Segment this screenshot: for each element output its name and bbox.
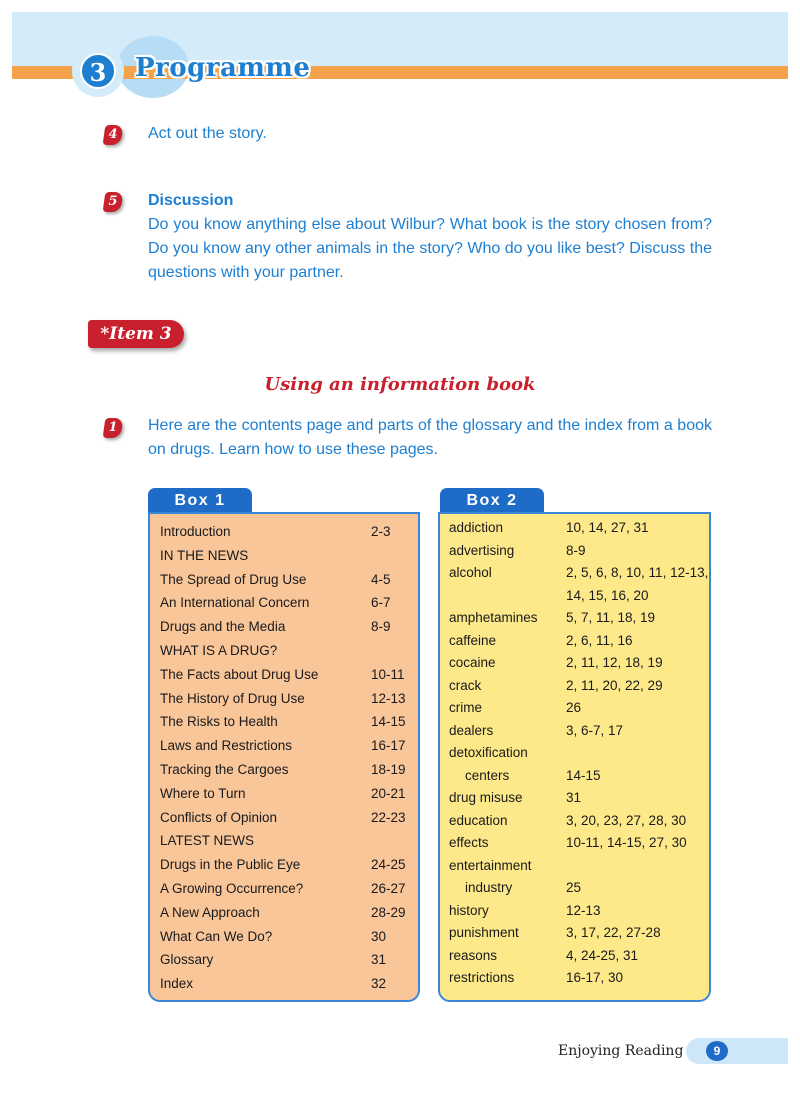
index-pages: 5, 7, 11, 18, 19: [566, 610, 656, 625]
index-row: [449, 652, 707, 675]
index-row: [449, 787, 707, 810]
index-term: industry: [465, 880, 513, 895]
index-pages: 31: [566, 790, 582, 805]
contents-page-number: 24-25: [371, 857, 406, 873]
index-pages: 10, 14, 27, 31: [566, 520, 649, 535]
contents-page-number: 31: [371, 952, 387, 968]
index-row: [449, 877, 707, 900]
contents-title: WHAT IS A DRUG?: [160, 642, 278, 658]
contents-page-number: 12-13: [371, 690, 406, 706]
contents-row: [160, 829, 412, 853]
index-row: [449, 517, 707, 540]
task-1-text: [148, 414, 712, 462]
contents-row: [160, 877, 412, 901]
contents-row: [160, 972, 412, 996]
contents-row: [160, 758, 412, 782]
contents-title: The Risks to Health: [160, 714, 278, 730]
contents-page-number: 10-11: [371, 666, 405, 682]
task-5-text: [148, 189, 712, 285]
index-pages: 3, 6-7, 17: [566, 722, 624, 738]
index-pages: 2, 11, 12, 18, 19: [566, 655, 663, 670]
index-term: amphetamines: [449, 610, 538, 625]
index-row: [449, 675, 707, 698]
contents-page-number: 18-19: [371, 761, 406, 777]
index-pages: 26: [566, 700, 582, 715]
index-term: history: [449, 902, 489, 918]
contents-page-number: 32: [371, 976, 387, 992]
index-row: [449, 540, 707, 563]
footer-band: [686, 1038, 788, 1064]
contents-page-number: 28-29: [371, 904, 406, 920]
contents-row: [160, 782, 412, 806]
index-row: [449, 945, 707, 968]
contents-title: An International Concern: [160, 595, 310, 611]
task-number-badge: 1: [103, 418, 124, 438]
index-pages: 4, 24-25, 31: [566, 947, 639, 963]
contents-row: [160, 544, 412, 568]
contents-page-number: 26-27: [371, 880, 406, 896]
task-number-badge: 4: [103, 125, 124, 145]
index-row: [449, 967, 707, 990]
index-pages: 3, 17, 22, 27-28: [566, 925, 661, 940]
item-title: Using an information book: [264, 374, 536, 395]
contents-title: Index: [160, 976, 194, 992]
index-term: punishment: [449, 925, 519, 940]
contents-page-number: 20-21: [371, 785, 406, 801]
contents-page-number: 22-23: [371, 809, 406, 825]
index-pages: 14-15: [566, 767, 601, 783]
index-term: effects: [449, 835, 489, 850]
index-row: [449, 562, 707, 607]
index-pages: 3, 20, 23, 27, 28, 30: [566, 812, 687, 828]
task-4-instruction: Act out the story.: [148, 125, 267, 142]
index-row: [449, 922, 707, 945]
index-term: drug misuse: [449, 790, 523, 805]
box-2-tab: Box 2: [440, 488, 544, 513]
header-orange-stripe: [12, 66, 788, 79]
contents-title: Laws and Restrictions: [160, 738, 293, 754]
contents-row: [160, 948, 412, 972]
contents-title: Drugs in the Public Eye: [160, 857, 301, 873]
contents-row: [160, 734, 412, 758]
contents-title: LATEST NEWS: [160, 833, 255, 849]
task-4-text: [148, 122, 712, 146]
book-title: Enjoying Reading: [558, 1043, 684, 1059]
contents-row: [160, 853, 412, 877]
contents-list: [160, 520, 412, 996]
index-row: [449, 765, 707, 788]
index-row: [449, 720, 707, 743]
contents-title: Conflicts of Opinion: [160, 809, 278, 825]
index-term: centers: [465, 767, 510, 783]
index-term: entertainment: [449, 857, 532, 873]
contents-row: [160, 663, 412, 687]
contents-row: [160, 568, 412, 592]
index-term: education: [449, 812, 508, 828]
index-row: [449, 697, 707, 720]
contents-title: A Growing Occurrence?: [160, 880, 304, 896]
index-list: [449, 517, 707, 990]
contents-row: [160, 925, 412, 949]
contents-page-number: 16-17: [371, 738, 406, 754]
index-term: advertising: [449, 542, 515, 558]
index-term: caffeine: [449, 632, 497, 648]
box-1-tab: Box 1: [148, 488, 252, 513]
contents-page-box: [148, 512, 420, 1002]
contents-row: [160, 520, 412, 544]
contents-row: [160, 806, 412, 830]
index-pages: 2, 5, 6, 8, 10, 11, 12-13, 14, 15, 16, 20: [566, 565, 709, 603]
glossary-index-box: [438, 512, 711, 1002]
contents-title: A New Approach: [160, 904, 260, 920]
discussion-questions: Do you know anything else about Wilbur? What book is the story chosen from? Do you know any other animals in the story? Who do you like best? Discuss the questions with your partner.: [148, 216, 712, 281]
index-row: [449, 607, 707, 630]
contents-page-number: 2-3: [371, 524, 391, 539]
contents-row: [160, 639, 412, 663]
contents-title: The Facts about Drug Use: [160, 666, 319, 682]
contents-row: [160, 615, 412, 639]
contents-title: The History of Drug Use: [160, 690, 305, 706]
index-row: [449, 630, 707, 653]
contents-title: Introduction: [160, 524, 231, 539]
item-label-tab: *Item 3: [88, 320, 184, 348]
task-number-badge: 5: [103, 192, 124, 212]
index-term: dealers: [449, 722, 494, 738]
index-row: [449, 810, 707, 833]
index-pages: 2, 11, 20, 22, 29: [566, 677, 663, 693]
index-term: crack: [449, 677, 482, 693]
contents-row: [160, 687, 412, 711]
contents-row: [160, 710, 412, 734]
contents-title: The Spread of Drug Use: [160, 571, 307, 587]
index-pages: 8-9: [566, 542, 586, 558]
contents-title: What Can We Do?: [160, 928, 273, 944]
index-term: alcohol: [449, 565, 492, 580]
contents-title: Glossary: [160, 952, 214, 968]
section-heading: Programme: [135, 53, 311, 83]
index-term: restrictions: [449, 970, 515, 985]
contents-page-number: 4-5: [371, 571, 391, 587]
index-pages: 12-13: [566, 902, 601, 918]
index-term: addiction: [449, 520, 504, 535]
contents-row: [160, 591, 412, 615]
index-term: reasons: [449, 947, 498, 963]
contents-title: Where to Turn: [160, 785, 246, 801]
index-pages: 25: [566, 880, 582, 895]
discussion-heading: Discussion: [148, 192, 234, 209]
index-term: detoxification: [449, 745, 528, 760]
contents-page-number: 30: [371, 928, 387, 944]
index-pages: 10-11, 14-15, 27, 30: [566, 835, 687, 850]
task-1-instruction: Here are the contents page and parts of the glossary and the index from a book on drugs. Learn how to use these pages.: [148, 417, 712, 458]
index-row: [449, 832, 707, 855]
index-row: [449, 742, 707, 765]
contents-title: Tracking the Cargoes: [160, 761, 289, 777]
index-pages: 16-17, 30: [566, 970, 624, 985]
contents-page-number: 14-15: [371, 714, 406, 730]
index-pages: 2, 6, 11, 16: [566, 632, 633, 648]
contents-page-number: 8-9: [371, 619, 391, 635]
contents-page-number: 6-7: [371, 595, 391, 611]
index-row: [449, 855, 707, 878]
index-row: [449, 900, 707, 923]
contents-title: IN THE NEWS: [160, 547, 249, 563]
contents-row: [160, 901, 412, 925]
index-term: crime: [449, 700, 482, 715]
unit-number: 3: [80, 53, 116, 89]
page-number: 9: [706, 1041, 728, 1061]
contents-title: Drugs and the Media: [160, 619, 286, 635]
index-term: cocaine: [449, 655, 496, 670]
